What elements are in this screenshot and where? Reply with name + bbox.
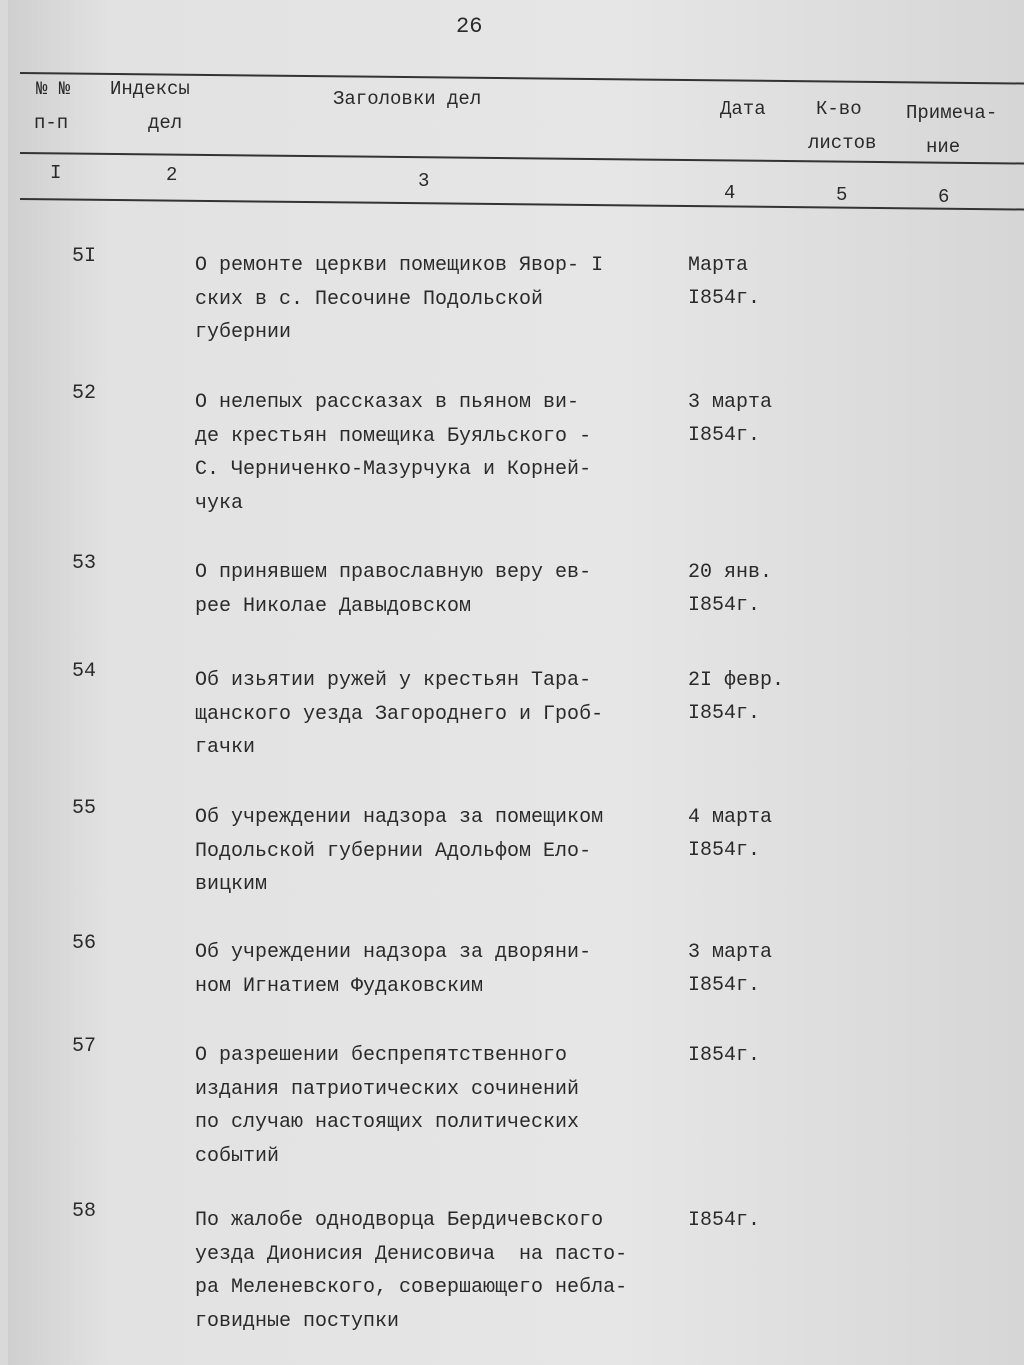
col-number-2: 2 bbox=[166, 164, 178, 186]
row-title: Об учреждении надзора за дворяни- ном Игнатием Фудаковским bbox=[195, 941, 592, 998]
header-col2-line2: дел bbox=[148, 112, 183, 134]
row-date: 4 марта I854г. bbox=[688, 806, 773, 862]
header-col1-line2: п-п bbox=[34, 112, 69, 134]
row-number: 55 bbox=[72, 797, 97, 820]
header-col3: Заголовки дел bbox=[333, 88, 482, 110]
header-col5-line2: листов bbox=[808, 132, 877, 154]
page-number: 26 bbox=[456, 14, 483, 39]
row-date: 2I февр. I854г. bbox=[688, 669, 785, 725]
header-bottom-rule bbox=[20, 198, 1024, 211]
row-number: 56 bbox=[72, 932, 97, 955]
col-number-1: I bbox=[50, 162, 62, 184]
row-date: 3 марта I854г. bbox=[688, 941, 773, 997]
row-title: О нелепых рассказах в пьяном ви- де крестьян помещика Буяльского - С. Черниченко-Мазурчука и Корней- чука bbox=[195, 391, 592, 515]
row-number: 58 bbox=[72, 1200, 97, 1223]
row-title: Об учреждении надзора за помещиком Подольской губернии Адольфом Ело- вицким bbox=[195, 806, 604, 896]
col-number-6: 6 bbox=[938, 186, 950, 208]
row-title: О разрешении беспрепятственного издания патриотических сочинений по случаю настоящих политических событий bbox=[195, 1044, 580, 1168]
row-number: 53 bbox=[72, 552, 97, 575]
row-number: 52 bbox=[72, 382, 97, 405]
header-col2-line1: Индексы bbox=[110, 78, 190, 100]
row-date: Марта I854г. bbox=[688, 254, 761, 310]
row-number: 5I bbox=[72, 245, 97, 268]
header-col1-line1: № № bbox=[36, 78, 71, 100]
row-date: 20 янв. I854г. bbox=[688, 561, 773, 617]
header-col6-line1: Примеча- bbox=[906, 102, 998, 124]
row-date: I854г. bbox=[688, 1209, 761, 1232]
header-col5-line1: К-во bbox=[816, 98, 862, 120]
header-col6-line2: ние bbox=[926, 136, 961, 158]
col-number-4: 4 bbox=[724, 182, 736, 204]
row-number: 54 bbox=[72, 660, 97, 683]
row-date: 3 марта I854г. bbox=[688, 391, 773, 447]
row-date: I854г. bbox=[688, 1044, 761, 1067]
col-number-5: 5 bbox=[836, 184, 848, 206]
row-number: 57 bbox=[72, 1035, 97, 1058]
header-col4: Дата bbox=[720, 98, 766, 120]
row-title: По жалобе однодворца Бердичевского уезда Дионисия Денисовича на пасто- ра Меленевского, совершающего небла- говидные поступки bbox=[195, 1209, 628, 1333]
col-number-3: 3 bbox=[418, 170, 430, 192]
row-title: О ремонте церкви помещиков Явор- I ских в с. Песочине Подольской губернии bbox=[195, 254, 604, 344]
row-title: Об изьятии ружей у крестьян Тара- щанского уезда Загороднего и Гроб- гачки bbox=[195, 669, 604, 759]
row-title: О принявшем православную веру ев- рее Николае Давыдовском bbox=[195, 561, 592, 618]
